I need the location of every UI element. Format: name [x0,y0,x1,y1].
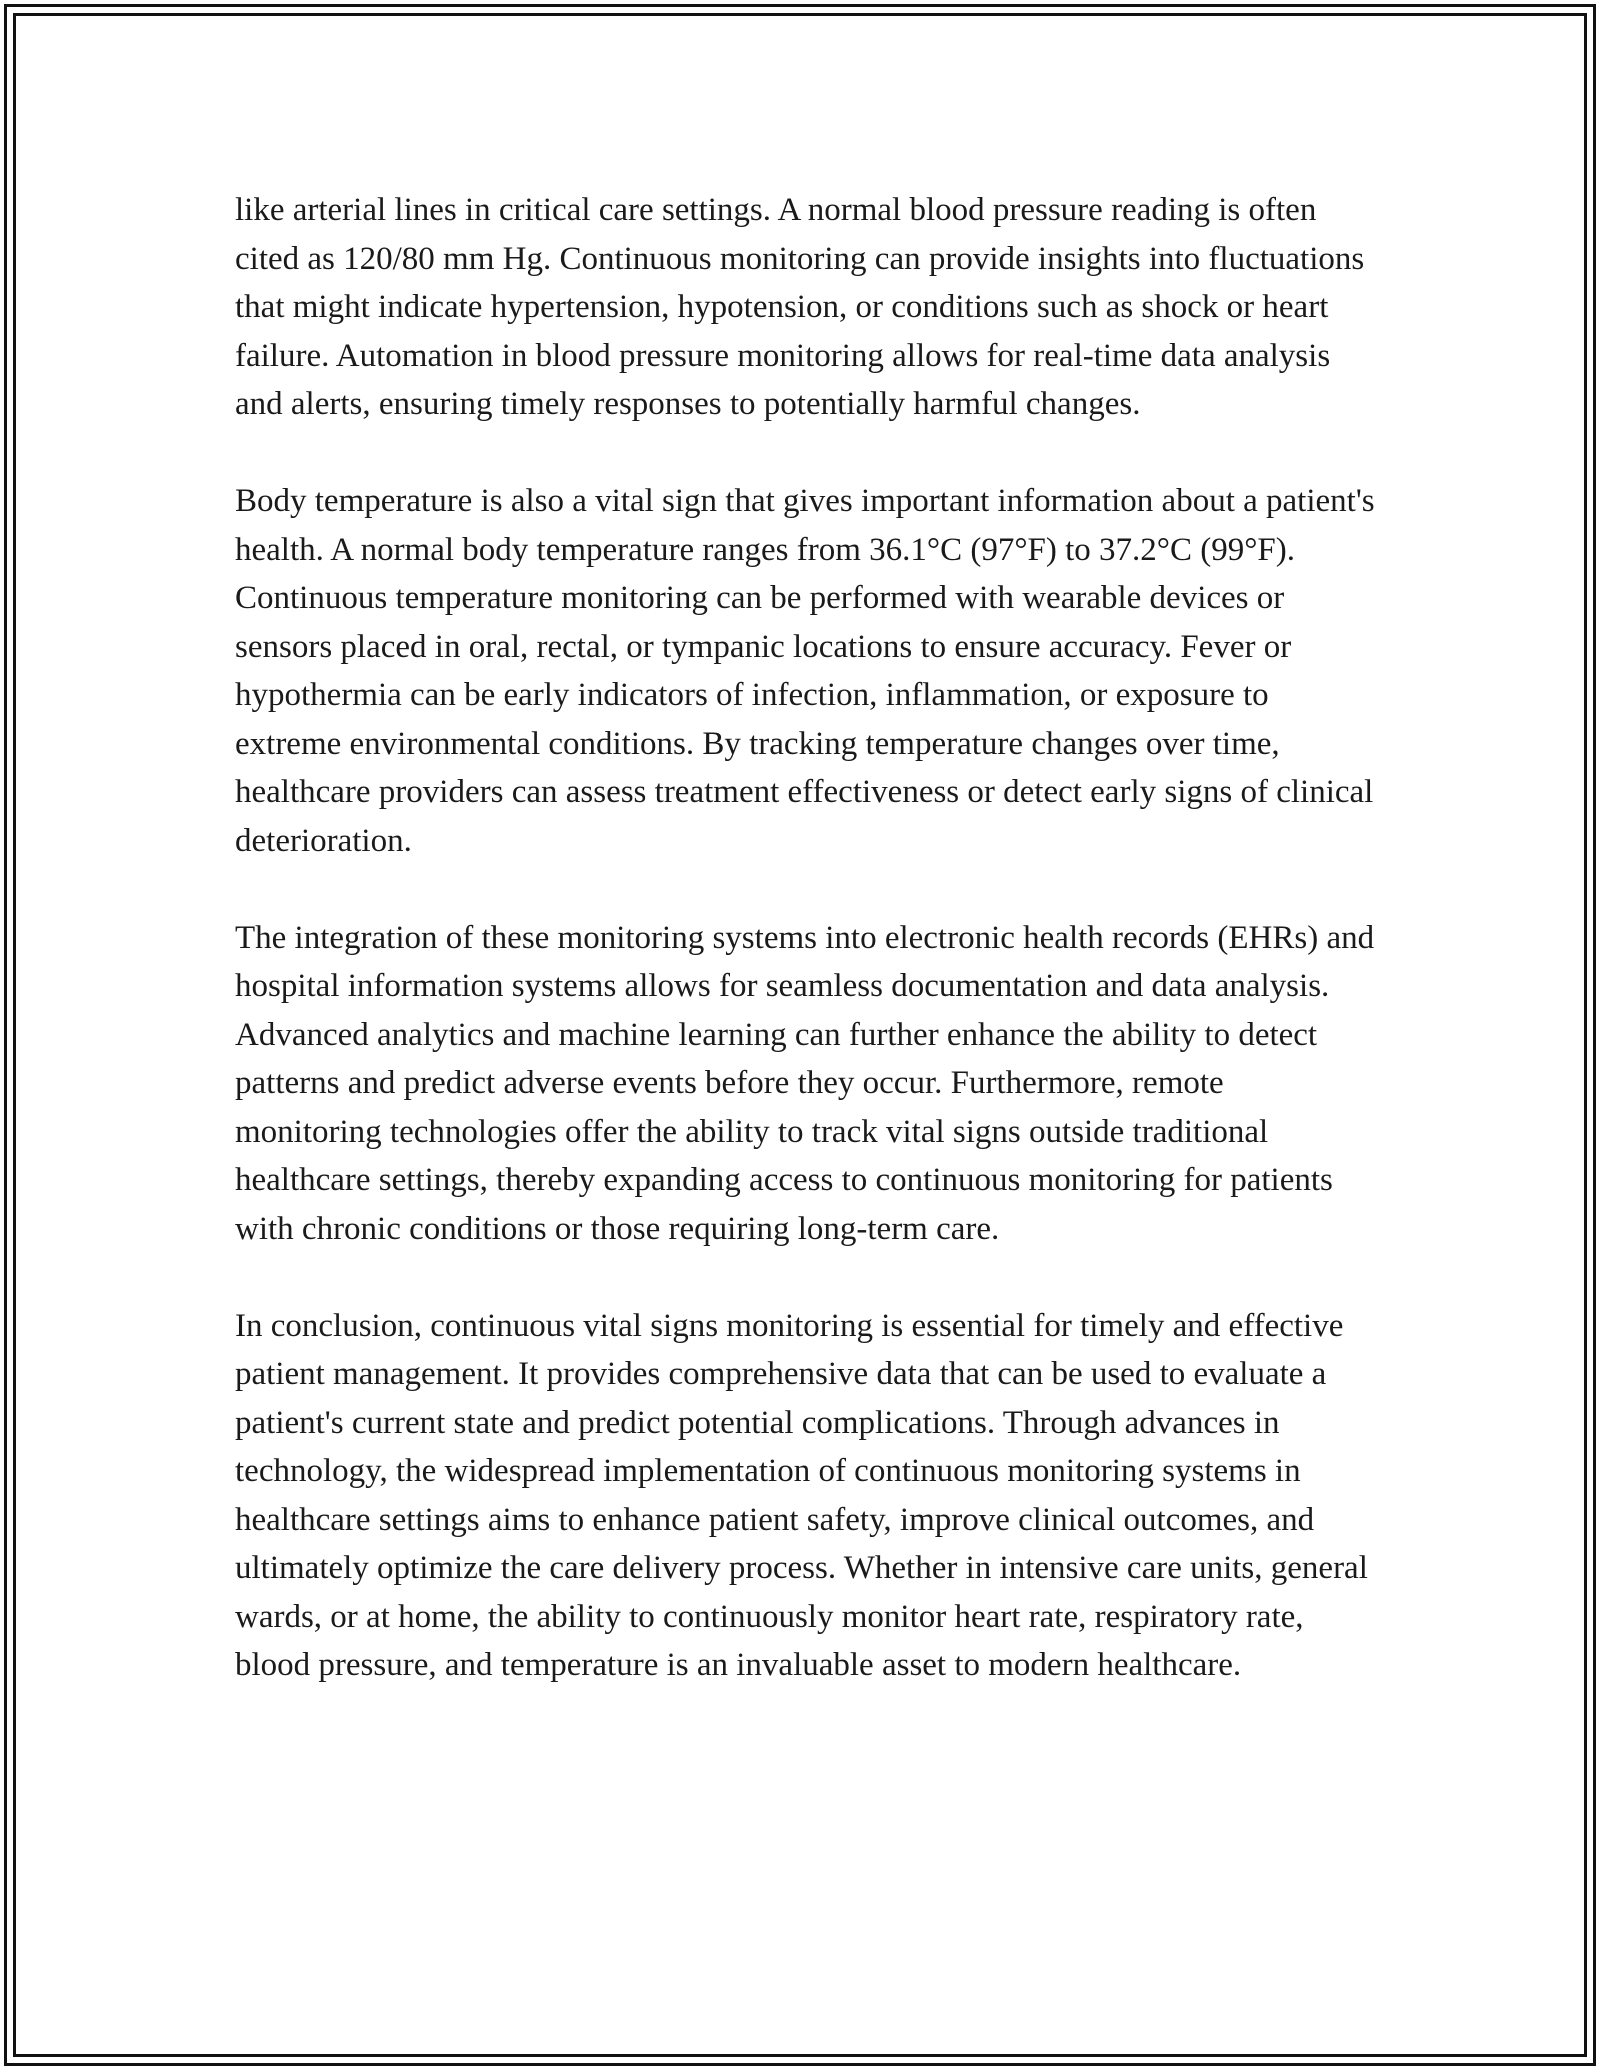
paragraph-conclusion: In conclusion, continuous vital signs monitoring is essential for timely and effective patient management. It provides comprehensive data that can be used to evaluate a patient's current state and predict potential complications. Through advances in technology, the widespread implementation of continuous monitoring systems in healthcare settings aims to enhance patient safety, improve clinical outcomes, and ultimately optimize the care delivery process. Whether in intensive care units, general wards, or at home, the ability to continuously monitor heart rate, respiratory rate, blood pressure, and temperature is an invaluable asset to modern healthcare. [235,1307,1368,1683]
document-body [235,186,1375,1690]
paragraph-body-temperature: Body temperature is also a vital sign that gives important information about a patient's health. A normal body temperature ranges from 36.1°C (97°F) to 37.2°C (99°F). Continuous temperature monitoring can be performed with wearable devices or sensors placed in oral, rectal, or tympanic locations to ensure accuracy. Fever or hypothermia can be early indicators of infection, inflammation, or exposure to extreme environmental conditions. By tracking temperature changes over time, healthcare providers can assess treatment effectiveness or detect early signs of clinical deterioration. [235,483,1375,859]
paragraph-blood-pressure: like arterial lines in critical care settings. A normal blood pressure reading is often cited as 120/80 mm Hg. Continuous monitoring can provide insights into fluctuations that might indicate hypertension, hypotension, or conditions such as shock or heart failure. Automation in blood pressure monitoring allows for real-time data analysis and alerts, ensuring timely responses to potentially harmful changes. [235,192,1365,422]
paragraph-ehr-integration: The integration of these monitoring systems into electronic health records (EHRs) and hospital information systems allows for seamless documentation and data analysis. Advanced analytics and machine learning can further enhance the ability to detect patterns and predict adverse events before they occur. Furthermore, remote monitoring technologies offer the ability to track vital signs outside traditional healthcare settings, thereby expanding access to continuous monitoring for patients with chronic conditions or those requiring long-term care. [235,919,1375,1247]
